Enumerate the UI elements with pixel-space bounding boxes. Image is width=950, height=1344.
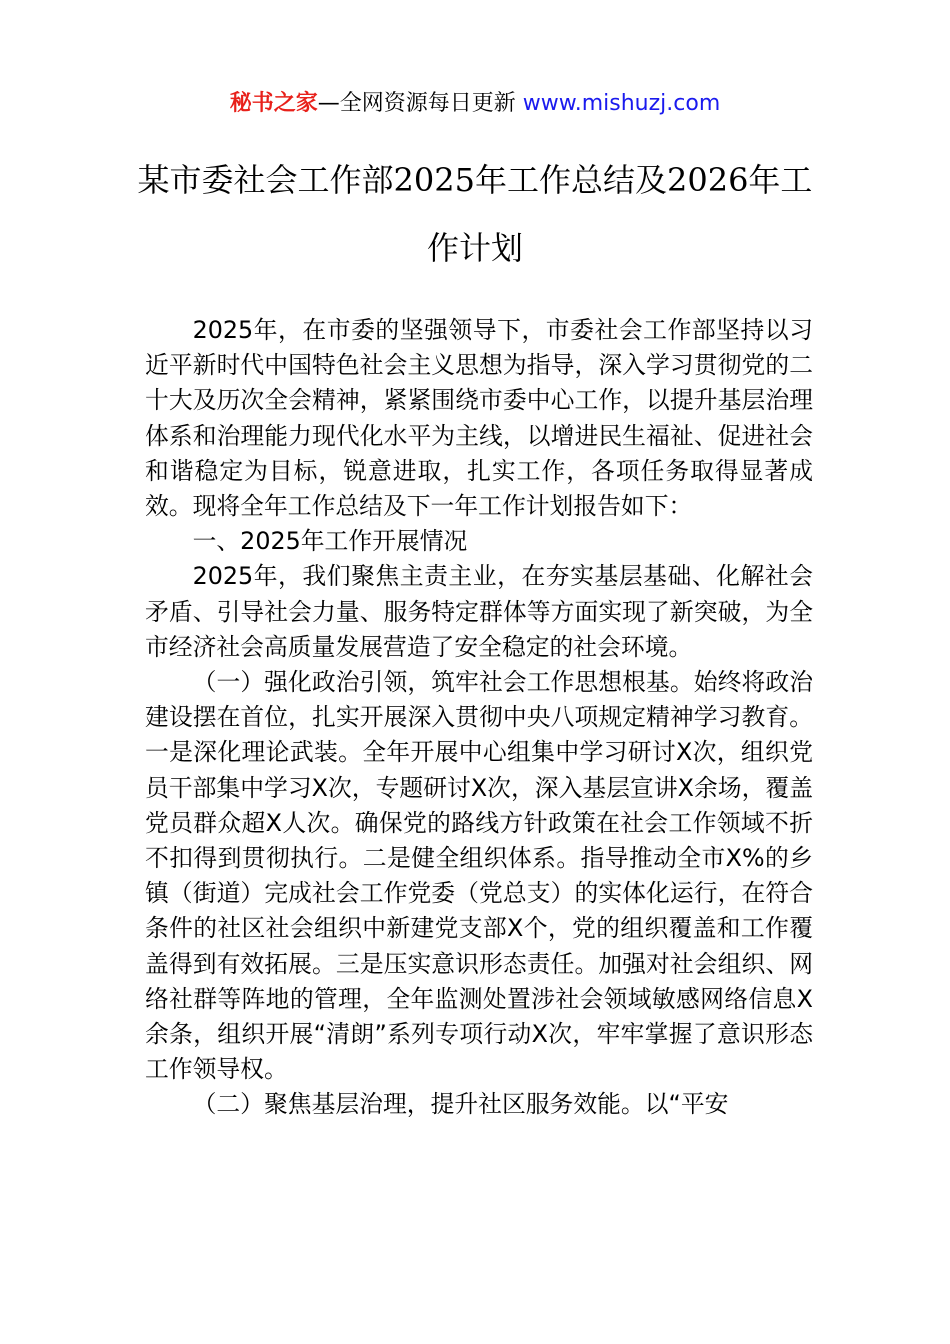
section-heading: 一、2025年工作开展情况 <box>192 527 468 556</box>
document-title: 某市委社会工作部2025年工作总结及2026年工作计划 <box>137 161 813 267</box>
intro-paragraph: 2025年，在市委的坚强领导下，市委社会工作部坚持以习近平新时代中国特色社会主义思想为指导，深入学习贯彻党的二十大及历次全会精神，紧紧围绕市委中心工作，以提升基层治理体系和治理能力现代化水平为主线，以增进民生福祉、促进社会和谐稳定为目标，锐意进取，扎实工作，各项任务取得显著成效。现将全年工作总结及下一年工作计划报告如下： <box>145 316 813 521</box>
body-paragraph: 2025年，我们聚焦主责主业，在夯实基层基础、化解社会矛盾、引导社会力量、服务特定群体等方面实现了新突破，为全市经济社会高质量发展营造了安全稳定的社会环境。 <box>145 562 813 661</box>
brand-name: 秘书之家 <box>229 91 318 116</box>
document-body <box>145 313 813 1123</box>
header-slogan: —全网资源每日更新 <box>317 91 523 116</box>
site-header <box>0 88 950 120</box>
body-paragraph: （一）强化政治引领，筑牢社会工作思想根基。始终将政治建设摆在首位，扎实开展深入贯彻中央八项规定精神学习教育。一是深化理论武装。全年开展中心组集中学习研讨X次，组织党员干部集中学习X次，专题研讨X次，深入基层宣讲X余场，覆盖党员群众超X人次。确保党的路线方针政策在社会工作领域不折不扣得到贯彻执行。二是健全组织体系。指导推动全市X%的乡镇（街道）完成社会工作党委（党总支）的实体化运行，在符合条件的社区社会组织中新建党支部X个，党的组织覆盖和工作覆盖得到有效拓展。三是压实意识形态责任。加强对社会组织、网络社群等阵地的管理，全年监测处置涉社会领域敏感网络信息X余条，组织开展“清朗”系列专项行动X次，牢牢掌握了意识形态工作领导权。 <box>145 668 813 1084</box>
site-url-link[interactable]: www.mishuzj.com <box>522 91 721 116</box>
body-paragraph: （二）聚焦基层治理，提升社区服务效能。以“平安 <box>192 1090 729 1119</box>
